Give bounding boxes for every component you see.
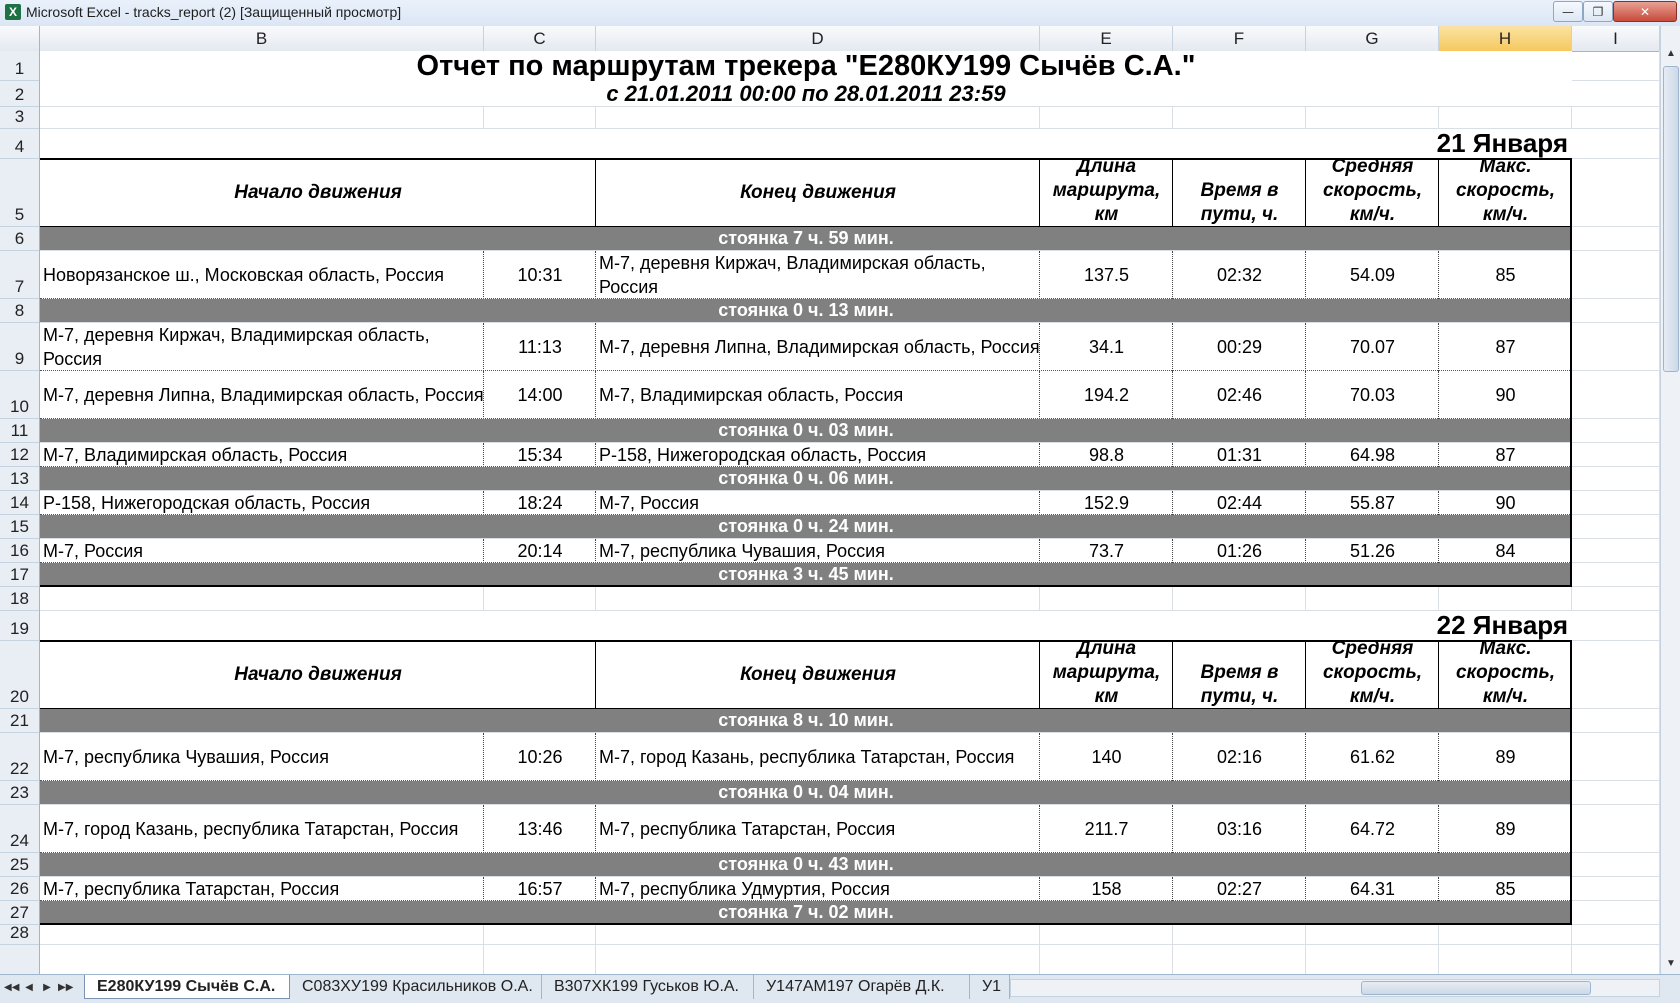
trip-max[interactable]: 89: [1495, 746, 1516, 767]
cell-divider: [1172, 733, 1173, 781]
scroll-down-icon[interactable]: ▼: [1666, 958, 1676, 969]
parking-row[interactable]: стоянка 3 ч. 45 мин.: [40, 563, 1572, 586]
trip-max[interactable]: 90: [1495, 492, 1516, 513]
column-headers: [0, 26, 1660, 52]
trip-time[interactable]: 11:13: [518, 336, 562, 357]
trip-avg[interactable]: 54.09: [1349, 264, 1396, 285]
cell-divider: [1039, 251, 1040, 299]
trip-start[interactable]: М-7, республика Чувашия, Россия: [43, 747, 329, 767]
header-divider: [1305, 159, 1306, 227]
header-divider: [1438, 641, 1439, 709]
trip-time[interactable]: 20:14: [517, 540, 563, 561]
header-time: Время в пути, ч.: [1200, 180, 1279, 225]
row-header[interactable]: 23: [0, 781, 39, 805]
trip-duration[interactable]: 02:46: [1216, 384, 1263, 405]
trip-start[interactable]: М-7, город Казань, республика Татарстан, Россия: [43, 819, 459, 839]
trip-length[interactable]: 211.7: [1084, 818, 1129, 839]
day-date: 21 Января: [1436, 129, 1568, 158]
row-header[interactable]: 10: [0, 371, 39, 419]
header-divider: [1438, 159, 1439, 227]
trip-length[interactable]: 137.5: [1083, 264, 1130, 285]
cell-divider: [1172, 805, 1173, 853]
trip-length[interactable]: 98.8: [1088, 444, 1125, 465]
trip-time[interactable]: 13:46: [517, 818, 563, 839]
cell-divider: [1305, 371, 1306, 419]
row-header[interactable]: 20: [0, 641, 39, 709]
parking-row[interactable]: стоянка 7 ч. 02 мин.: [40, 901, 1572, 924]
gridline: [40, 586, 1660, 587]
header-underline: [40, 708, 1572, 709]
sheet-tab[interactable]: У1: [970, 975, 1010, 999]
cell-divider: [595, 491, 596, 515]
trip-avg[interactable]: 61.62: [1349, 746, 1396, 767]
row-header[interactable]: 6: [0, 227, 39, 251]
trip-start[interactable]: Новорязанское ш., Московская область, Россия: [43, 265, 445, 285]
trip-max[interactable]: 90: [1495, 384, 1516, 405]
trip-max[interactable]: 87: [1495, 444, 1516, 465]
row-header[interactable]: 4: [0, 129, 39, 159]
cell-divider: [1039, 371, 1040, 419]
trip-time[interactable]: 10:31: [517, 264, 563, 285]
title-bar: [0, 0, 1680, 27]
trip-end[interactable]: М-7, Россия: [599, 493, 700, 513]
cell-divider: [483, 323, 484, 371]
row-headers: [0, 51, 40, 974]
trip-end[interactable]: М-7, деревня Липна, Владимирская область, Россия: [599, 337, 1040, 357]
trip-start[interactable]: М-7, деревня Киржач, Владимирская область, Россия: [43, 325, 430, 369]
row-header[interactable]: 9: [0, 323, 39, 371]
header-divider: [595, 641, 596, 709]
parking-row[interactable]: стоянка 7 ч. 59 мин.: [40, 227, 1572, 250]
column-header-c[interactable]: C: [484, 26, 596, 51]
cell-divider: [1305, 491, 1306, 515]
trip-duration[interactable]: 02:27: [1216, 878, 1263, 899]
header-underline: [40, 226, 1572, 227]
trip-avg[interactable]: 70.03: [1349, 384, 1396, 405]
header-divider: [1039, 641, 1040, 709]
parking-row[interactable]: стоянка 0 ч. 04 мин.: [40, 781, 1572, 804]
cell-divider: [1438, 323, 1439, 371]
cell-divider: [483, 877, 484, 901]
cell-divider: [483, 443, 484, 467]
worksheet-grid[interactable]: [40, 51, 1660, 974]
trip-end[interactable]: М-7, республика Удмуртия, Россия: [599, 879, 890, 899]
cell-divider: [1438, 733, 1439, 781]
parking-row[interactable]: стоянка 8 ч. 10 мин.: [40, 709, 1572, 732]
first-sheet-icon[interactable]: ◀◀: [4, 982, 20, 993]
gridline: [40, 944, 1660, 945]
column-header-e[interactable]: E: [1040, 26, 1173, 51]
day-date: 22 Января: [1436, 611, 1568, 640]
trip-length[interactable]: 140: [1091, 746, 1122, 767]
trip-avg[interactable]: 51.26: [1349, 540, 1396, 561]
horizontal-scrollbar[interactable]: [1010, 979, 1660, 997]
trip-avg[interactable]: 64.31: [1349, 878, 1396, 899]
trip-avg[interactable]: 64.72: [1349, 818, 1396, 839]
trip-max[interactable]: 87: [1495, 336, 1516, 357]
cell-divider: [1305, 443, 1306, 467]
prev-sheet-icon[interactable]: ◀: [25, 982, 33, 993]
trip-avg[interactable]: 64.98: [1349, 444, 1396, 465]
header-length: Длина маршрута, км: [1052, 159, 1161, 225]
column-header-h[interactable]: H: [1439, 26, 1572, 51]
cell-divider: [483, 539, 484, 563]
header-divider: [1039, 159, 1040, 227]
trip-max[interactable]: 85: [1495, 878, 1516, 899]
header-divider: [1172, 159, 1173, 227]
cell-divider: [483, 251, 484, 299]
header-avg: Средняя скорость, км/ч.: [1322, 641, 1423, 707]
row-header[interactable]: 15: [0, 515, 39, 539]
row-header[interactable]: 7: [0, 251, 39, 299]
cell-divider: [1305, 539, 1306, 563]
trip-duration[interactable]: 01:31: [1216, 444, 1263, 465]
header-end: Конец движения: [740, 664, 896, 685]
header-max: Макс. скорость, км/ч.: [1455, 159, 1556, 225]
parking-row[interactable]: стоянка 0 ч. 43 мин.: [40, 853, 1572, 876]
trip-avg[interactable]: 70.07: [1349, 336, 1396, 357]
trip-duration[interactable]: 02:32: [1216, 264, 1263, 285]
row-header[interactable]: 24: [0, 805, 39, 853]
minimize-button[interactable]: —: [1553, 1, 1583, 22]
row-header[interactable]: 17: [0, 563, 39, 587]
header-divider: [1172, 641, 1173, 709]
cell-divider: [1172, 323, 1173, 371]
cell-divider: [1172, 443, 1173, 467]
parking-row[interactable]: стоянка 0 ч. 03 мин.: [40, 419, 1572, 442]
trip-max[interactable]: 89: [1495, 818, 1516, 839]
trip-end[interactable]: М-7, республика Татарстан, Россия: [599, 819, 896, 839]
trip-time[interactable]: 15:34: [517, 444, 563, 465]
cell-divider: [1039, 805, 1040, 853]
sheet-tab-bar: [0, 974, 1680, 1003]
sheet-tab[interactable]: У147АМ197 Огарёв Д.К.: [754, 975, 970, 999]
row-header[interactable]: 5: [0, 159, 39, 227]
cell-divider: [1039, 443, 1040, 467]
cell-divider: [1438, 251, 1439, 299]
row-header[interactable]: 8: [0, 299, 39, 323]
cell-divider: [1438, 877, 1439, 901]
row-header[interactable]: 3: [0, 107, 39, 129]
trip-end[interactable]: Р-158, Нижегородская область, Россия: [599, 445, 927, 465]
cell-divider: [1438, 805, 1439, 853]
sheet-tab[interactable]: С083ХУ199 Красильников О.А.: [290, 975, 542, 999]
cell-divider: [1039, 323, 1040, 371]
cell-divider: [595, 805, 596, 853]
cell-divider: [595, 877, 596, 901]
gridline: [40, 924, 1660, 925]
trip-start[interactable]: Р-158, Нижегородская область, Россия: [43, 493, 371, 513]
horizontal-scroll-thumb[interactable]: [1361, 981, 1591, 995]
sheet-tab[interactable]: В307ХК199 Гуськов Ю.А.: [542, 975, 754, 999]
header-time: Время в пути, ч.: [1200, 662, 1279, 707]
row-header[interactable]: 18: [0, 587, 39, 611]
parking-row[interactable]: стоянка 0 ч. 13 мин.: [40, 299, 1572, 322]
cell-divider: [1305, 877, 1306, 901]
cell-divider: [1039, 539, 1040, 563]
header-length: Длина маршрута, км: [1052, 641, 1161, 707]
column-header-b[interactable]: B: [40, 26, 484, 51]
trip-start[interactable]: М-7, Владимирская область, Россия: [43, 445, 348, 465]
row-header[interactable]: 12: [0, 443, 39, 467]
column-header-g[interactable]: G: [1306, 26, 1439, 51]
window-title: Microsoft Excel - tracks_report (2) [Защищенный просмотр]: [26, 4, 402, 20]
trip-length[interactable]: 34.1: [1088, 336, 1125, 357]
row-header[interactable]: 14: [0, 491, 39, 515]
cell-divider: [1438, 539, 1439, 563]
column-header-i[interactable]: I: [1572, 26, 1660, 51]
cell-divider: [1039, 733, 1040, 781]
column-header-f[interactable]: F: [1173, 26, 1306, 51]
parking-row[interactable]: стоянка 0 ч. 24 мин.: [40, 515, 1572, 538]
cell-divider: [483, 371, 484, 419]
row-header[interactable]: 22: [0, 733, 39, 781]
vertical-scroll-thumb[interactable]: [1663, 66, 1679, 372]
row-header[interactable]: 19: [0, 611, 39, 641]
trip-start[interactable]: М-7, республика Татарстан, Россия: [43, 879, 340, 899]
trip-max[interactable]: 85: [1495, 264, 1516, 285]
cell-divider: [483, 805, 484, 853]
trip-end[interactable]: М-7, Владимирская область, Россия: [599, 385, 904, 405]
cell-divider: [1438, 491, 1439, 515]
close-button[interactable]: ✕: [1613, 1, 1677, 22]
header-max: Макс. скорость, км/ч.: [1455, 641, 1556, 707]
report-title: Отчет по маршрутам трекера "Е280КУ199 Сычёв С.А.": [416, 51, 1196, 81]
cell-divider: [1305, 323, 1306, 371]
trip-time[interactable]: 18:24: [517, 492, 563, 513]
cell-divider: [1039, 491, 1040, 515]
header-divider: [595, 159, 596, 227]
trip-time[interactable]: 10:26: [517, 746, 563, 767]
parking-row[interactable]: стоянка 0 ч. 06 мин.: [40, 467, 1572, 490]
cell-divider: [1172, 491, 1173, 515]
trip-end[interactable]: М-7, республика Чувашия, Россия: [599, 541, 885, 561]
trip-duration[interactable]: 00:29: [1216, 336, 1263, 357]
cell-divider: [483, 491, 484, 515]
last-sheet-icon[interactable]: ▶▶: [58, 982, 74, 993]
header-end: Конец движения: [740, 182, 896, 203]
column-header-d[interactable]: D: [596, 26, 1040, 51]
row-header[interactable]: 21: [0, 709, 39, 733]
cell-divider: [1172, 251, 1173, 299]
next-sheet-icon[interactable]: ▶: [43, 982, 51, 993]
cell-divider: [595, 251, 596, 299]
cell-divider: [483, 733, 484, 781]
trip-end[interactable]: М-7, город Казань, республика Татарстан, Россия: [599, 747, 1015, 767]
trip-duration[interactable]: 02:44: [1216, 492, 1263, 513]
report-subtitle: с 21.01.2011 00:00 по 28.01.2011 23:59: [606, 81, 1006, 106]
trip-time[interactable]: 16:57: [517, 878, 563, 899]
cell-divider: [1172, 539, 1173, 563]
trip-time[interactable]: 14:00: [517, 384, 563, 405]
header-avg: Средняя скорость, км/ч.: [1322, 159, 1423, 225]
trip-duration[interactable]: 01:26: [1216, 540, 1263, 561]
cell-divider: [1438, 443, 1439, 467]
row-header[interactable]: 16: [0, 539, 39, 563]
row-header[interactable]: 25: [0, 853, 39, 877]
trip-avg[interactable]: 55.87: [1349, 492, 1396, 513]
trip-length[interactable]: 194.2: [1083, 384, 1130, 405]
cell-divider: [595, 539, 596, 563]
cell-divider: [1438, 371, 1439, 419]
trip-length[interactable]: 152.9: [1083, 492, 1130, 513]
row-header[interactable]: 2: [0, 81, 39, 107]
cell-divider: [595, 371, 596, 419]
row-header[interactable]: 28: [0, 925, 39, 945]
header-divider: [1305, 641, 1306, 709]
cell-divider: [1305, 805, 1306, 853]
sheet-tab-active[interactable]: Е280КУ199 Сычёв С.А.: [84, 975, 290, 999]
cell-divider: [1172, 877, 1173, 901]
excel-icon: X: [5, 4, 21, 20]
cell-divider: [595, 323, 596, 371]
row-header[interactable]: 1: [0, 51, 39, 81]
trip-duration[interactable]: 02:16: [1216, 746, 1263, 767]
cell-divider: [595, 443, 596, 467]
header-start: Начало движения: [234, 664, 402, 685]
cell-divider: [1305, 733, 1306, 781]
row-header[interactable]: 27: [0, 901, 39, 925]
header-start: Начало движения: [234, 182, 402, 203]
cell-divider: [1039, 877, 1040, 901]
trip-start[interactable]: М-7, деревня Липна, Владимирская область, Россия: [43, 385, 484, 405]
trip-max[interactable]: 84: [1495, 540, 1516, 561]
trip-end[interactable]: М-7, деревня Киржач, Владимирская область, Россия: [599, 253, 986, 297]
restore-button[interactable]: ❐: [1583, 1, 1613, 22]
trip-length[interactable]: 158: [1091, 878, 1122, 899]
trip-start[interactable]: М-7, Россия: [43, 541, 144, 561]
trip-duration[interactable]: 03:16: [1216, 818, 1263, 839]
cell-divider: [1172, 371, 1173, 419]
row-header[interactable]: 26: [0, 877, 39, 901]
cell-divider: [595, 733, 596, 781]
trip-length[interactable]: 73.7: [1088, 540, 1125, 561]
row-header[interactable]: 11: [0, 419, 39, 443]
select-all-corner[interactable]: [0, 26, 40, 51]
vertical-scrollbar[interactable]: [1660, 26, 1680, 974]
row-header[interactable]: 13: [0, 467, 39, 491]
scroll-up-icon[interactable]: ▲: [1666, 48, 1676, 59]
cell-divider: [1305, 251, 1306, 299]
